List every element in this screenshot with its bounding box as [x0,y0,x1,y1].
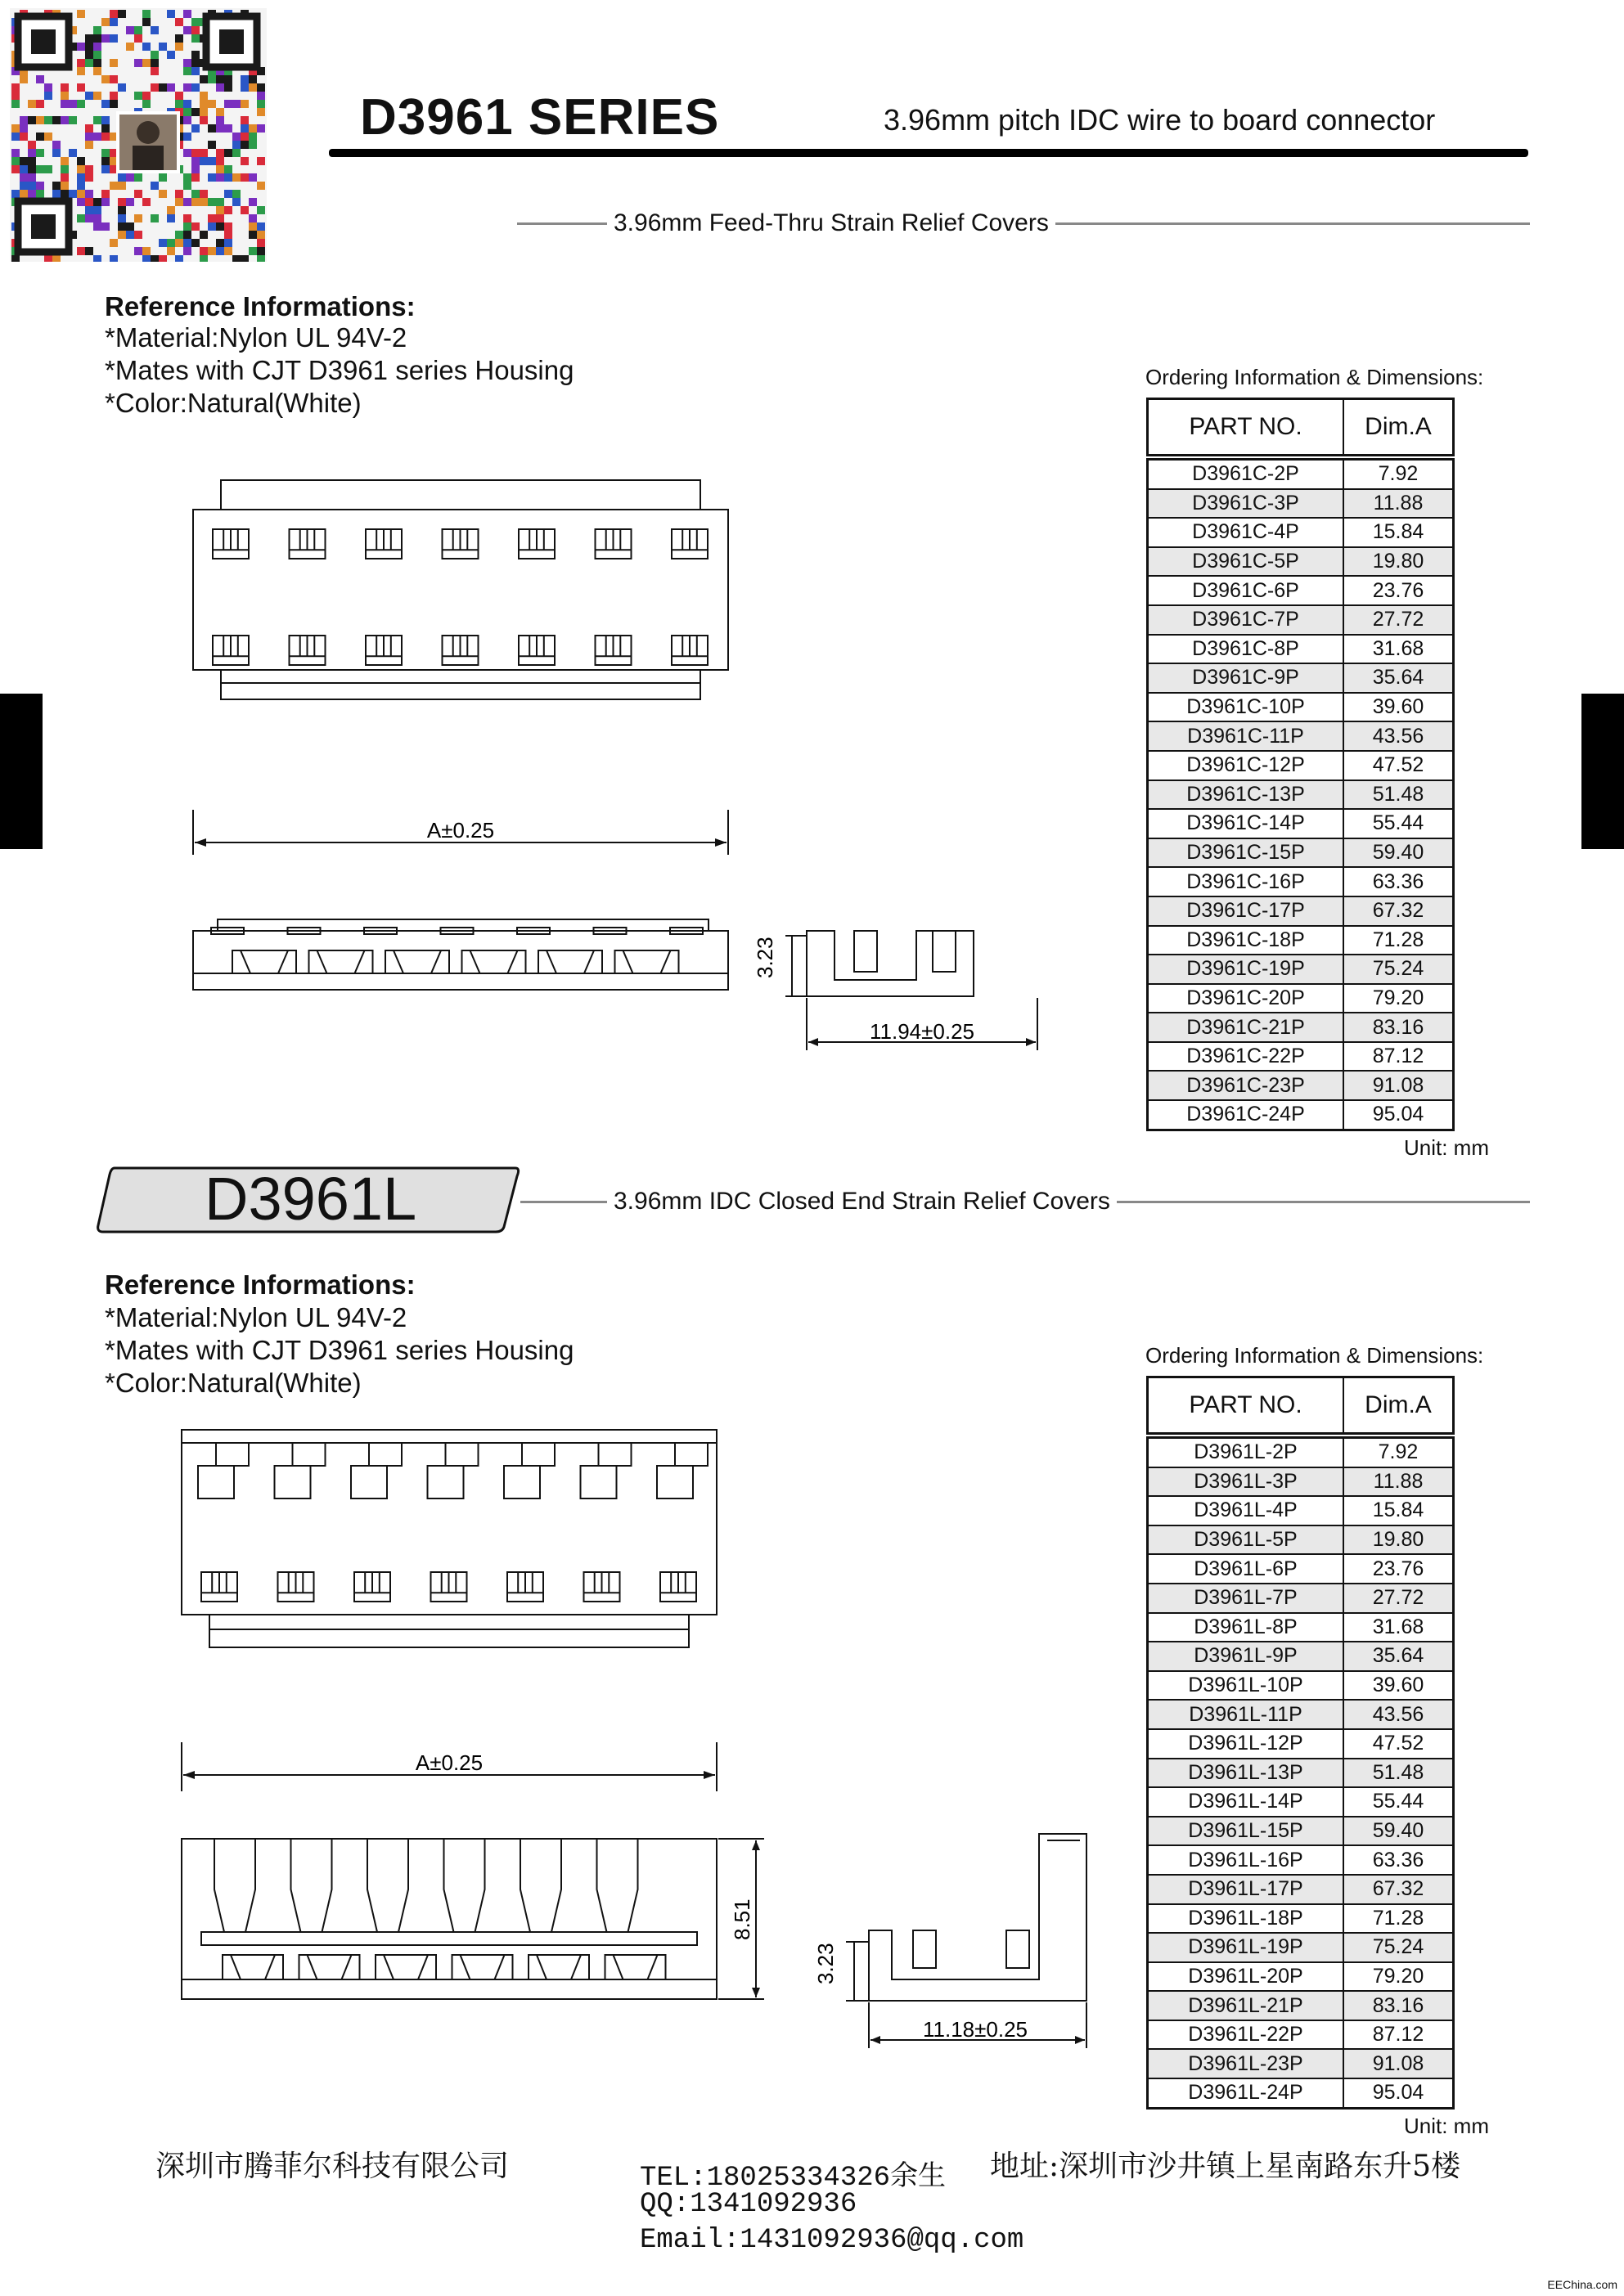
section1-order-title: Ordering Information & Dimensions: [1145,365,1484,389]
table-row [1148,926,1454,955]
dim-a-cell: 7.92 [1343,457,1454,489]
dim-a-cell: 51.48 [1343,780,1454,810]
section2-label: 3.96mm IDC Closed End Strain Relief Covers [607,1188,1117,1215]
section2-ref-color: *Color:Natural(White) [105,1368,362,1398]
table-row [1148,984,1454,1013]
part-number-cell: D3961L-8P [1148,1613,1344,1642]
table-row [1148,1759,1454,1788]
dim-a-cell: 87.12 [1343,2020,1454,2050]
part-number-cell: D3961C-21P [1148,1013,1344,1042]
series-subtitle: 3.96mm pitch IDC wire to board connector [884,103,1436,137]
section2-ref-title: Reference Informations: [105,1269,416,1300]
dim-a-cell: 91.08 [1343,1071,1454,1100]
table-row [1148,1933,1454,1962]
dim-a-cell: 67.32 [1343,896,1454,926]
page-tab-left [0,694,43,849]
table-row [1148,955,1454,984]
dim-a-cell: 31.68 [1343,1613,1454,1642]
table-row [1148,1100,1454,1130]
section1-ref-title: Reference Informations: [105,291,416,321]
part-number-cell: D3961C-20P [1148,984,1344,1013]
table-row [1148,1875,1454,1904]
section1-label: 3.96mm Feed-Thru Strain Relief Covers [607,209,1055,237]
part-number-cell: D3961L-22P [1148,2020,1344,2050]
table-row [1148,1671,1454,1701]
dim-a-cell: 55.44 [1343,1787,1454,1817]
dim-a-cell: 95.04 [1343,2078,1454,2108]
dim-a-cell: 11.88 [1343,1467,1454,1497]
qr-code [10,8,267,262]
dim-a-cell: 31.68 [1343,635,1454,664]
dim-a-cell: 39.60 [1343,1671,1454,1701]
table-row [1148,2078,1454,2108]
series-title: D3961 SERIES [360,89,720,146]
dim-a-cell: 75.24 [1343,955,1454,984]
table-row [1148,2049,1454,2078]
table-row [1148,518,1454,547]
table-row [1148,457,1454,489]
part-number-cell: D3961C-14P [1148,809,1344,838]
dim-a-cell: 15.84 [1343,1496,1454,1525]
part-number-cell: D3961C-7P [1148,605,1344,635]
part-number-cell: D3961L-3P [1148,1467,1344,1497]
section2-ordering-table [1146,1376,1455,2110]
part-number-cell: D3961C-4P [1148,518,1344,547]
table-row [1148,1991,1454,2020]
section1-ref-mates: *Mates with CJT D3961 series Housing [105,355,574,385]
dim-a-cell: 11.88 [1343,489,1454,519]
part-number-cell: D3961C-11P [1148,721,1344,751]
section1-col-part-no: PART NO. [1148,399,1344,458]
part-number-cell: D3961C-23P [1148,1071,1344,1100]
section2-dim-width: 11.18±0.25 [922,2017,1028,2042]
table-row [1148,780,1454,810]
table-row [1148,547,1454,577]
table-row [1148,751,1454,780]
part-number-cell: D3961L-21P [1148,1991,1344,2020]
part-number-cell: D3961C-5P [1148,547,1344,577]
dim-a-cell: 91.08 [1343,2049,1454,2078]
section2-ref-mates: *Mates with CJT D3961 series Housing [105,1335,574,1365]
dim-a-cell: 55.44 [1343,809,1454,838]
part-number-cell: D3961C-6P [1148,576,1344,605]
table-row [1148,489,1454,519]
part-number-cell: D3961L-20P [1148,1962,1344,1992]
table-row [1148,1042,1454,1072]
dim-a-cell: 23.76 [1343,1554,1454,1584]
section1-dim-a-label: A±0.25 [426,818,495,842]
section2-side-view-drawing [802,1832,1096,2053]
dim-a-cell: 27.72 [1343,1584,1454,1613]
table-row [1148,809,1454,838]
dim-a-cell: 87.12 [1343,1042,1454,1072]
dim-a-cell: 71.28 [1343,1904,1454,1934]
part-number-cell: D3961L-5P [1148,1525,1344,1555]
table-row [1148,693,1454,722]
table-row [1148,1904,1454,1934]
dim-a-cell: 59.40 [1343,1817,1454,1846]
dim-a-cell: 79.20 [1343,1962,1454,1992]
table-row [1148,1436,1454,1467]
dim-a-cell: 43.56 [1343,721,1454,751]
section2-dim-side-height: 8.51 [730,1898,754,1940]
part-number-cell: D3961C-10P [1148,693,1344,722]
section2-dim-a-label: A±0.25 [415,1750,484,1775]
table-row [1148,1962,1454,1992]
part-number-cell: D3961C-16P [1148,867,1344,896]
part-number-cell: D3961L-18P [1148,1904,1344,1934]
part-number-cell: D3961C-22P [1148,1042,1344,1072]
part-number-cell: D3961L-11P [1148,1700,1344,1729]
section1-front-view-drawing [187,810,735,1006]
table-row [1148,2020,1454,2050]
dim-a-cell: 15.84 [1343,518,1454,547]
section1-ref-material: *Material:Nylon UL 94V-2 [105,322,407,353]
footer-company: 深圳市腾菲尔科技有限公司 [155,2150,510,2183]
section1-dim-height: 3.23 [753,937,777,978]
part-number-cell: D3961C-24P [1148,1100,1344,1130]
dim-a-cell: 71.28 [1343,926,1454,955]
dim-a-cell: 75.24 [1343,1933,1454,1962]
dim-a-cell: 39.60 [1343,693,1454,722]
footer-address: 地址:深圳市沙井镇上星南路东升5楼 [990,2150,1461,2183]
dim-a-cell: 35.64 [1343,1642,1454,1671]
table-row [1148,1525,1454,1555]
section2-dim-height: 3.23 [813,1943,838,1984]
section2-unit: Unit: mm [1404,2114,1489,2138]
dim-a-cell: 63.36 [1343,1845,1454,1875]
footer-tel: TEL:18025334326余生 [640,2163,947,2194]
table-row [1148,576,1454,605]
section1-ref-color: *Color:Natural(White) [105,388,362,418]
section2-top-view-drawing [175,1428,723,1657]
dim-a-cell: 79.20 [1343,984,1454,1013]
section1-side-view-drawing [753,923,1047,1054]
dim-a-cell: 47.52 [1343,1729,1454,1759]
table-row [1148,838,1454,868]
table-row [1148,721,1454,751]
table-row [1148,663,1454,693]
part-number-cell: D3961L-10P [1148,1671,1344,1701]
table-row [1148,1787,1454,1817]
dim-a-cell: 35.64 [1343,663,1454,693]
part-number-cell: D3961L-19P [1148,1933,1344,1962]
table-row [1148,1613,1454,1642]
table-row [1148,1700,1454,1729]
section1-ordering-table [1146,398,1455,1131]
dim-a-cell: 83.16 [1343,1013,1454,1042]
footer-email: Email:1431092936@qq.com [640,2225,1024,2256]
table-row [1148,1013,1454,1042]
section1-top-view-drawing [187,479,735,716]
table-row [1148,1584,1454,1613]
part-number-cell: D3961C-17P [1148,896,1344,926]
part-number-cell: D3961L-14P [1148,1787,1344,1817]
part-number-cell: D3961L-13P [1148,1759,1344,1788]
table-row [1148,1729,1454,1759]
part-number-cell: D3961C-19P [1148,955,1344,984]
part-number-cell: D3961L-6P [1148,1554,1344,1584]
dim-a-cell: 7.92 [1343,1436,1454,1467]
footer-qq: QQ:1341092936 [640,2189,857,2220]
part-number-cell: D3961C-13P [1148,780,1344,810]
dim-a-cell: 19.80 [1343,547,1454,577]
table-row [1148,635,1454,664]
section2-col-dim-a: Dim.A [1343,1377,1454,1436]
dim-a-cell: 47.52 [1343,751,1454,780]
part-number-cell: D3961C-9P [1148,663,1344,693]
section2-badge-text: D3961L [205,1165,417,1233]
footer-credit: EEChina.com [1547,2278,1617,2291]
header-rule [329,149,1528,157]
section2-front-view-drawing [175,1742,781,2004]
dim-a-cell: 27.72 [1343,605,1454,635]
part-number-cell: D3961L-2P [1148,1436,1344,1467]
page-tab-right [1581,694,1624,849]
dim-a-cell: 95.04 [1343,1100,1454,1130]
section1-col-dim-a: Dim.A [1343,399,1454,458]
part-number-cell: D3961L-23P [1148,2049,1344,2078]
part-number-cell: D3961C-3P [1148,489,1344,519]
part-number-cell: D3961L-7P [1148,1584,1344,1613]
part-number-cell: D3961L-12P [1148,1729,1344,1759]
section2-ref-material: *Material:Nylon UL 94V-2 [105,1302,407,1332]
table-row [1148,1071,1454,1100]
part-number-cell: D3961C-8P [1148,635,1344,664]
section2-order-title: Ordering Information & Dimensions: [1145,1343,1484,1368]
table-row [1148,1817,1454,1846]
section1-unit: Unit: mm [1404,1135,1489,1160]
part-number-cell: D3961L-16P [1148,1845,1344,1875]
dim-a-cell: 43.56 [1343,1700,1454,1729]
dim-a-cell: 63.36 [1343,867,1454,896]
part-number-cell: D3961C-18P [1148,926,1344,955]
dim-a-cell: 59.40 [1343,838,1454,868]
table-row [1148,1642,1454,1671]
part-number-cell: D3961L-24P [1148,2078,1344,2108]
section1-dim-width: 11.94±0.25 [869,1019,975,1044]
table-row [1148,867,1454,896]
dim-a-cell: 19.80 [1343,1525,1454,1555]
table-row [1148,1467,1454,1497]
part-number-cell: D3961C-2P [1148,457,1344,489]
part-number-cell: D3961C-15P [1148,838,1344,868]
table-row [1148,896,1454,926]
part-number-cell: D3961L-17P [1148,1875,1344,1904]
table-row [1148,1554,1454,1584]
table-row [1148,605,1454,635]
table-row [1148,1845,1454,1875]
part-number-cell: D3961L-9P [1148,1642,1344,1671]
part-number-cell: D3961L-4P [1148,1496,1344,1525]
dim-a-cell: 51.48 [1343,1759,1454,1788]
table-row [1148,1496,1454,1525]
part-number-cell: D3961C-12P [1148,751,1344,780]
dim-a-cell: 23.76 [1343,576,1454,605]
dim-a-cell: 83.16 [1343,1991,1454,2020]
dim-a-cell: 67.32 [1343,1875,1454,1904]
part-number-cell: D3961L-15P [1148,1817,1344,1846]
section2-col-part-no: PART NO. [1148,1377,1344,1436]
